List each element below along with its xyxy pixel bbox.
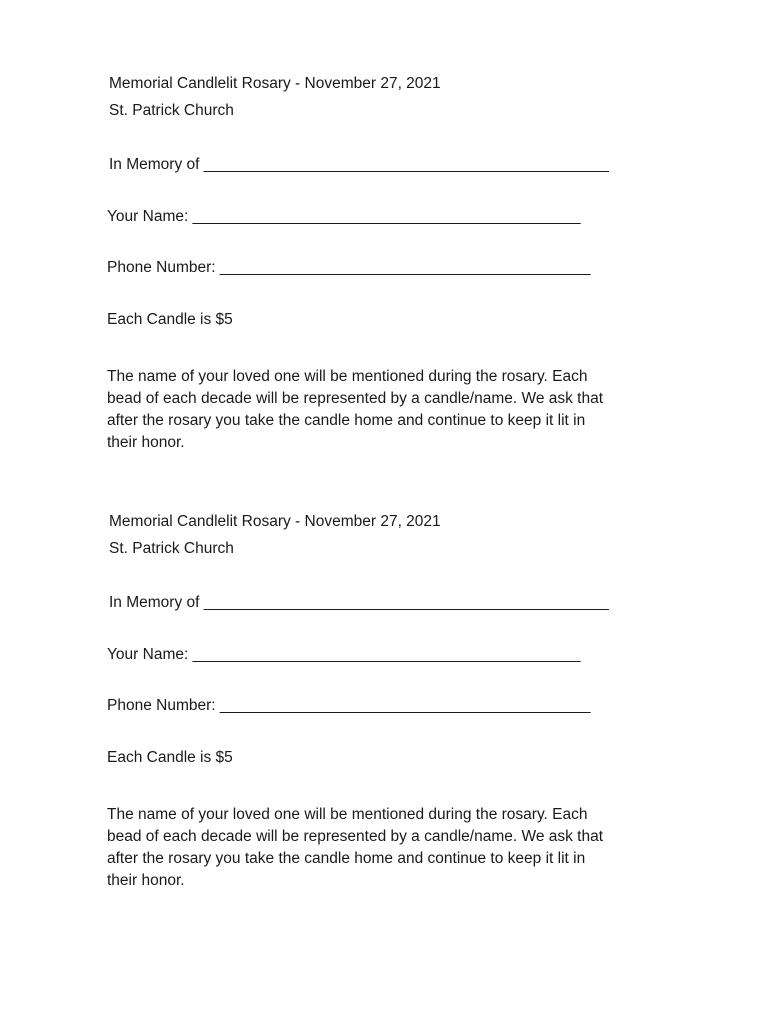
memorial-form-2 xyxy=(0,438,770,889)
in-memory-of-field: In Memory of _______________________________________________ xyxy=(109,156,609,173)
your-name-field: Your Name: _____________________________________________ xyxy=(107,646,581,663)
rosary-description: The name of your loved one will be mentioned during the rosary. Each bead of each decade will be represented by a candle/name. We ask that after the rosary you take the candle home and continue to keep it lit in their honor. xyxy=(107,368,604,451)
church-name: St. Patrick Church xyxy=(109,102,234,119)
memorial-form-1 xyxy=(0,0,770,451)
in-memory-of-field: In Memory of _______________________________________________ xyxy=(109,594,609,611)
candle-price: Each Candle is $5 xyxy=(107,749,233,766)
phone-number-field: Phone Number: ___________________________________________ xyxy=(107,259,591,276)
form-title: Memorial Candlelit Rosary - November 27, 2021 xyxy=(109,513,441,530)
candle-price: Each Candle is $5 xyxy=(107,311,233,328)
church-name: St. Patrick Church xyxy=(109,540,234,557)
phone-number-field: Phone Number: ___________________________________________ xyxy=(107,697,591,714)
your-name-field: Your Name: _____________________________________________ xyxy=(107,208,581,225)
rosary-description: The name of your loved one will be mentioned during the rosary. Each bead of each decade will be represented by a candle/name. We ask that after the rosary you take the candle home and continue to keep it lit in their honor. xyxy=(107,806,604,889)
form-title: Memorial Candlelit Rosary - November 27, 2021 xyxy=(109,75,441,92)
